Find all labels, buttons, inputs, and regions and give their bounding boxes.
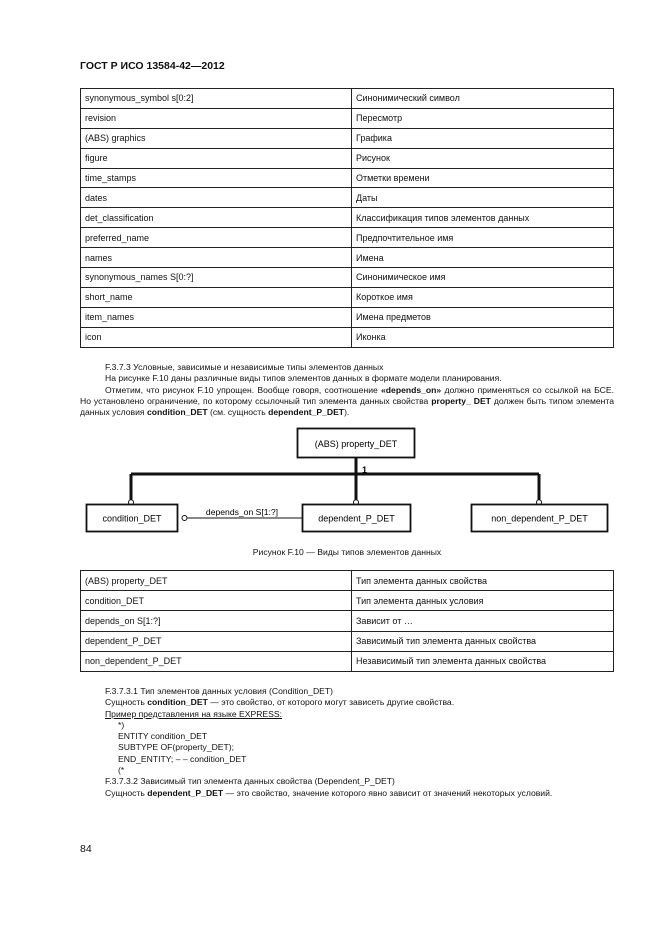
table-cell-translation: Предпочтительное имя bbox=[352, 228, 614, 248]
table-cell-term: dependent_P_DET bbox=[81, 631, 352, 651]
subsection1-text bbox=[80, 697, 614, 708]
attributes-table-body bbox=[81, 89, 614, 348]
table-row bbox=[81, 651, 614, 671]
table-cell-translation: Синонимический символ bbox=[352, 89, 614, 109]
table-row bbox=[81, 248, 614, 268]
table-row bbox=[81, 327, 614, 347]
table-row bbox=[81, 591, 614, 611]
p2-property-det: property_ DET bbox=[431, 395, 491, 406]
express-diagram bbox=[80, 424, 614, 536]
table-cell-term: icon bbox=[81, 327, 352, 347]
table-cell-term: short_name bbox=[81, 287, 352, 307]
code-line: (* bbox=[118, 765, 125, 776]
p2-text-a: Отметим, что рисунок F.10 упрощен. Вообще говоря, соотношение bbox=[105, 384, 382, 395]
table-row bbox=[81, 89, 614, 109]
subsection1-heading: F.3.7.3.1 Тип элементов данных условия (Condition_DET) bbox=[105, 686, 334, 696]
table-cell-term: synonymous_names S[0:?] bbox=[81, 268, 352, 288]
table-row bbox=[81, 148, 614, 168]
section-f373 bbox=[80, 362, 614, 418]
table-row bbox=[81, 168, 614, 188]
table-cell-term: item_names bbox=[81, 307, 352, 327]
section-heading: F.3.7.3 Условные, зависимые и независимые типы элементов данных bbox=[105, 362, 384, 372]
condition-box-label: condition_DET bbox=[102, 513, 162, 524]
table-row bbox=[81, 571, 614, 591]
table-cell-translation: Отметки времени bbox=[352, 168, 614, 188]
table-cell-translation: Рисунок bbox=[352, 148, 614, 168]
table-cell-term: revision bbox=[81, 108, 352, 128]
sub2-text-a: Сущность bbox=[105, 787, 148, 798]
table-row bbox=[81, 228, 614, 248]
table-cell-term: dates bbox=[81, 188, 352, 208]
top-box-label: (ABS) property_DET bbox=[314, 439, 398, 449]
code-line: ENTITY condition_DET bbox=[118, 731, 208, 742]
non-dependent-box-label: non_dependent_P_DET bbox=[491, 513, 588, 524]
figure-caption: Рисунок F.10 — Виды типов элементов данных bbox=[252, 547, 442, 557]
table-row bbox=[81, 188, 614, 208]
code-line: SUBTYPE OF(property_DET); bbox=[118, 742, 235, 753]
dependent-box-group bbox=[303, 505, 411, 532]
table-cell-translation: Тип элемента данных условия bbox=[352, 591, 614, 611]
non-dependent-box-group bbox=[472, 505, 608, 532]
section-paragraph-1: На рисунке F.10 даны различные виды типов элементов данных в формате модели планирования. bbox=[105, 373, 502, 384]
dependent-box-label: dependent_P_DET bbox=[318, 513, 395, 524]
table-row bbox=[81, 631, 614, 651]
table-cell-term: condition_DET bbox=[81, 591, 352, 611]
table-cell-translation: Короткое имя bbox=[352, 287, 614, 307]
table-row bbox=[81, 611, 614, 631]
p2-text-c: должно применяться со ссылкой на БСЕ. Но установлено ограничение, по которому ссылочный тип элемента данных свойства bbox=[80, 384, 614, 406]
table-cell-translation: Имена предметов bbox=[352, 307, 614, 327]
table-cell-term: depends_on S[1:?] bbox=[81, 611, 352, 631]
table-cell-translation: Зависимый тип элемента данных свойства bbox=[352, 631, 614, 651]
table-cell-translation: Иконка bbox=[352, 327, 614, 347]
condition-box-group bbox=[87, 505, 178, 532]
sub1-text-c: — это свойство, от которого могут зависеть другие свойства. bbox=[207, 697, 455, 708]
sub1-text-a: Сущность bbox=[105, 697, 148, 708]
p2-depends-on: «depends_on» bbox=[381, 384, 442, 395]
table-cell-translation: Даты bbox=[352, 188, 614, 208]
p2-text-g: (см. сущность bbox=[207, 407, 269, 418]
table-cell-term: figure bbox=[81, 148, 352, 168]
table-cell-translation: Пересмотр bbox=[352, 108, 614, 128]
page-number: 84 bbox=[80, 843, 92, 855]
table-cell-term: non_dependent_P_DET bbox=[81, 651, 352, 671]
p2-dependent-p-det: dependent_P_DET bbox=[268, 407, 345, 418]
table-cell-term: synonymous_symbol s[0:2] bbox=[81, 89, 352, 109]
table-row bbox=[81, 307, 614, 327]
table-row bbox=[81, 268, 614, 288]
sub2-entity-name: dependent_P_DET bbox=[147, 787, 224, 798]
legend-table bbox=[80, 570, 614, 672]
attributes-table bbox=[80, 88, 614, 348]
table-row bbox=[81, 108, 614, 128]
legend-table-body bbox=[81, 571, 614, 672]
table-row bbox=[81, 287, 614, 307]
table-cell-translation: Синонимическое имя bbox=[352, 268, 614, 288]
table-cell-term: time_stamps bbox=[81, 168, 352, 188]
table-row bbox=[81, 208, 614, 228]
top-box-group bbox=[298, 429, 415, 458]
cardinality-label: 1 bbox=[362, 465, 368, 475]
table-cell-term: names bbox=[81, 248, 352, 268]
subsections bbox=[80, 686, 614, 799]
table-cell-term: det_classification bbox=[81, 208, 352, 228]
table-cell-term: (ABS) graphics bbox=[81, 128, 352, 148]
example-label: Пример представления на языке EXPRESS: bbox=[105, 708, 283, 719]
section-paragraph-2 bbox=[80, 385, 614, 419]
table-cell-translation: Имена bbox=[352, 248, 614, 268]
subsection2-text bbox=[80, 788, 614, 799]
depends-on-circle bbox=[182, 516, 187, 521]
table-cell-term: (ABS) property_DET bbox=[81, 571, 352, 591]
p2-text-i: ). bbox=[344, 407, 350, 418]
depends-on-label: depends_on S[1:?] bbox=[205, 507, 279, 517]
table-cell-term: preferred_name bbox=[81, 228, 352, 248]
code-line: *) bbox=[118, 719, 125, 730]
document-header: ГОСТ Р ИСО 13584-42—2012 bbox=[80, 60, 225, 72]
table-cell-translation: Тип элемента данных свойства bbox=[352, 571, 614, 591]
p2-text-e: должен быть типом элемента данных условия bbox=[80, 395, 615, 418]
table-row bbox=[81, 128, 614, 148]
table-cell-translation: Графика bbox=[352, 128, 614, 148]
table-cell-translation: Зависит от … bbox=[352, 611, 614, 631]
sub2-text-c: — это свойство, значение которого явно зависит от значений некоторых условий. bbox=[223, 787, 553, 798]
code-line: END_ENTITY; – – condition_DET bbox=[118, 753, 247, 764]
p2-condition-det: condition_DET bbox=[146, 407, 208, 418]
table-cell-translation: Классификация типов элементов данных bbox=[352, 208, 614, 228]
table-cell-translation: Независимый тип элемента данных свойства bbox=[352, 651, 614, 671]
sub1-entity-name: condition_DET bbox=[147, 697, 208, 708]
subsection2-heading: F.3.7.3.2 Зависимый тип элемента данных свойства (Dependent_P_DET) bbox=[105, 776, 395, 787]
